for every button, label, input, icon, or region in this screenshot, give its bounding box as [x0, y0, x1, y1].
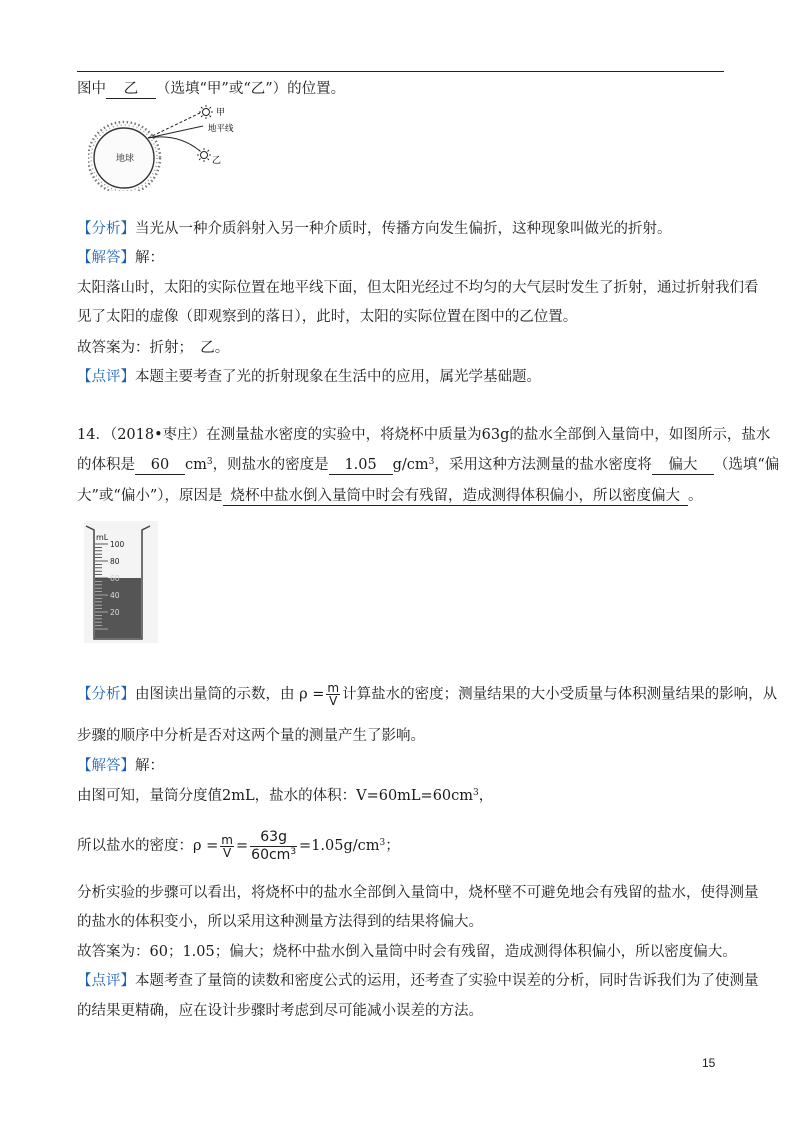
solution-tag: 【解答】	[77, 250, 135, 266]
earth-label: 地球	[116, 154, 135, 164]
graduated-cylinder-figure	[84, 521, 158, 643]
sun-jia-label: 甲	[216, 108, 226, 118]
value-fraction: $\frac{63g}{60cm^3}$	[251, 828, 297, 863]
q13-line1	[77, 79, 345, 99]
tick-label-40: 40	[110, 591, 120, 600]
q13-answer-blank: 乙	[106, 81, 156, 99]
m-over-v-fraction: $\frac{m}{V}$	[327, 681, 340, 708]
comment-tag-2: 【点评】	[77, 973, 135, 989]
analysis-post: 计算盐水的密度；测量结果的大小受质量与体积测量结果的影响，从	[342, 686, 778, 703]
q13-solution	[77, 248, 164, 268]
unit-gcm: g/cm	[392, 457, 429, 473]
q14-stem2-mid: ，则盐水的密度是	[212, 457, 329, 473]
comment-tag: 【点评】	[77, 369, 135, 385]
q13-line1-pre: 图中	[77, 81, 106, 97]
sun-yi-label: 乙	[212, 156, 222, 166]
cylinder-unit-label: mL	[96, 533, 109, 542]
bias-blank: 偏大	[652, 457, 714, 475]
sun-jia-icon	[199, 105, 213, 119]
q14-stem-line2: 的体积是 60 $cm^3$，则盐水的密度是 1.05 $g/cm^3$，采用这种方法测量的盐水密度将 偏大 （选填“偏	[77, 457, 780, 473]
sun-yi-icon	[197, 148, 211, 162]
horizon-label: 地平线	[208, 124, 234, 134]
q14-analysis-line1	[77, 682, 777, 707]
tick-label-20: 20	[110, 608, 120, 617]
reason-blank: 烧杯中盐水倒入量筒中时会有残留，造成测得体积偏小，所以密度偏大	[223, 488, 689, 506]
analysis-pre: 由图读出量筒的示数，由	[135, 686, 295, 703]
q14-comment-line2: 的结果更精确，应在设计步骤时考虑到尽可能减小误差的方法。	[77, 1003, 483, 1019]
q14-stem3-end: 。	[688, 488, 703, 504]
density-end: ；	[385, 838, 400, 854]
solution-tag-2: 【解答】	[77, 758, 135, 774]
q14-comment	[77, 971, 759, 991]
q13-answer-line: 故答案为：折射； 乙。	[77, 340, 230, 356]
q14-stem2-end: （选填“偏	[713, 457, 780, 473]
refracted-ray	[148, 137, 200, 151]
solution-text-2: 解：	[135, 758, 164, 774]
q14-read-line: 由图可知，量筒分度值2mL，盐水的体积：$V=60mL=60cm^3$，	[77, 788, 494, 804]
q14-stem2-post: ，采用这种方法测量的盐水密度将	[434, 457, 652, 473]
rho-symbol: ρ =	[299, 686, 325, 703]
q14-answer-line: 故答案为：60；1.05；偏大；烧杯中盐水倒入量筒中时会有残留，造成测得体积偏小，所以密度偏大。	[77, 944, 737, 960]
analysis-tag-2: 【分析】	[77, 686, 135, 703]
unit-cm: cm	[185, 457, 207, 473]
analysis-text: 当光从一种介质斜射入另一种介质时，传播方向发生偏折，这种现象叫做光的折射。	[135, 221, 672, 237]
m-over-v-fraction-2: $\frac{m}{V}$	[221, 832, 233, 860]
header-rule	[77, 71, 724, 72]
analysis-tag: 【分析】	[77, 221, 135, 237]
density-pre: 所以盐水的密度：ρ =	[77, 838, 219, 854]
q14-analysis-line2: 步骤的顺序中分析是否对这两个量的测量产生了影响。	[77, 728, 425, 744]
density-result: =1.05g/cm	[299, 838, 380, 854]
q13-line1-post: （选填“甲”或“乙”）的位置。	[156, 81, 346, 97]
q14-stem2-pre: 的体积是	[77, 457, 135, 473]
tick-label-60: 60	[110, 574, 120, 583]
tick-label-80: 80	[110, 557, 120, 566]
solution-text: 解：	[135, 250, 164, 266]
q13-analysis	[77, 219, 672, 239]
comment-text-2: 本题考查了量筒的读数和密度公式的运用，还考查了实验中误差的分析，同时告诉我们为了使测量	[135, 973, 759, 989]
q14-density-line: 所以盐水的密度：ρ = $\frac{m}{V}$ = $\frac{63g}{60cm^3}$ $=1.05g/cm^3$；	[77, 828, 400, 863]
equals-sign: =	[236, 838, 249, 854]
comment-text: 本题主要考查了光的折射现象在生活中的应用，属光学基础题。	[135, 369, 541, 385]
earth-refraction-figure	[88, 103, 238, 191]
q14-stem3-pre: 大”或“偏小”），原因是	[77, 488, 223, 504]
q14-solution	[77, 756, 164, 776]
horizon-line	[148, 126, 203, 138]
apparent-ray	[148, 113, 200, 138]
q14-body-line2: 的盐水的体积变小，所以采用这种测量方法得到的结果将偏大。	[77, 914, 483, 930]
q14-body-line1: 分析实验的步骤可以看出，将烧杯中的盐水全部倒入量筒中，烧杯壁不可避免地会有残留的盐水，使得测量	[77, 885, 759, 901]
q14-stem-line1: 14．（2018•枣庄）在测量盐水密度的实验中，将烧杯中质量为63g的盐水全部倒入量筒中，如图所示，盐水	[77, 427, 771, 443]
read-text: 由图可知，量筒分度值2mL，盐水的体积：V=60mL=60cm	[77, 788, 474, 804]
q14-stem-line3	[77, 486, 703, 506]
q13-body-line2: 见了太阳的虚像（即观察到的落日），此时，太阳的实际位置在图中的乙位置。	[77, 309, 578, 325]
page-number: 15	[702, 1056, 716, 1070]
tick-label-100: 100	[110, 540, 125, 549]
q13-body-line1: 太阳落山时，太阳的实际位置在地平线下面，但太阳光经过不均匀的大气层时发生了折射，通过折射我们看	[77, 280, 759, 296]
q13-comment	[77, 367, 541, 387]
density-blank: 1.05	[329, 457, 393, 475]
volume-blank: 60	[135, 457, 185, 475]
